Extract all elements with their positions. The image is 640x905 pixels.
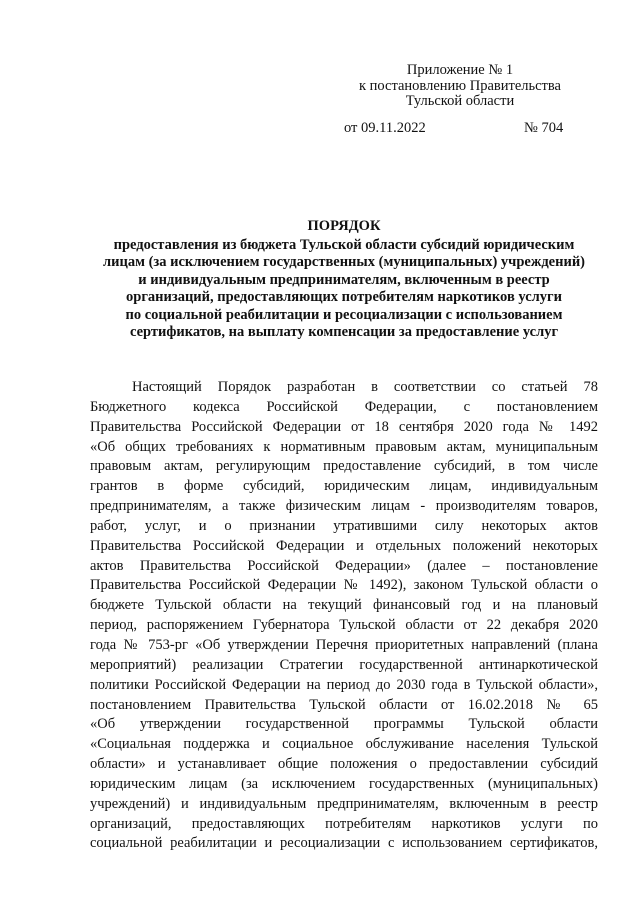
body-line: года № 753-рг «Об утверждении Перечня приоритетных направлений (плана [90,636,598,653]
title-heading: ПОРЯДОК [307,218,381,234]
body-line: учреждений) и индивидуальным предпринимателям, включенным в реестр [90,795,598,812]
title-line: и индивидуальным предпринимателям, включенным в реестр [138,271,550,288]
body-line: предпринимателям, а также физическим лицам - производителям товаров, [90,498,598,515]
appendix-line: Тульской области [405,93,515,109]
body-line: период, распоряжением Губернатора Тульской области от 22 декабря 2020 [90,617,598,634]
body-line: политики Российской Федерации на период до 2030 года в Тульской области», [90,676,598,693]
body-line: грантов в форме субсидий, юридическим лицам, индивидуальным [90,478,598,495]
body-line: бюджете Тульской области на текущий финансовый год и на плановый [90,597,598,614]
document-number: № 704 [524,120,564,136]
body-line: мероприятий) реализации Стратегии государственной антинаркотической [90,656,598,673]
body-line: юридическим лицам (за исключением государственных (муниципальных) [90,775,598,792]
body-line: актов Правительства Российской Федерации» (далее – постановление [90,557,598,574]
body-line: постановлением Правительства Тульской области от 16.02.2018 № 65 [90,696,598,713]
title-line: сертификатов, на выплату компенсации за предоставление услуг [129,324,559,340]
body-line: работ, услуг, и о признании утратившими силу некоторых актов [90,517,598,534]
body-line: правовым актам, регулирующим предоставление субсидий, в том числе [90,458,598,475]
title-line: по социальной реабилитации и ресоциализации с использованием [125,306,563,323]
document-date: от 09.11.2022 [344,120,426,136]
body-paragraph [90,378,598,854]
body-line: «Об утверждении государственной программы Тульской области [90,716,598,733]
body-line: социальной реабилитации и ресоциализации с использованием сертификатов, [90,835,598,852]
appendix-header [330,63,590,110]
document-title [88,218,600,342]
body-line: Правительства Российской Федерации № 1492), законом Тульской области о [90,577,598,594]
title-subtitle [88,237,600,342]
title-line: предоставления из бюджета Тульской области субсидий юридическим [113,236,575,253]
appendix-line: Приложение № 1 [406,62,514,78]
body-line: организаций, предоставляющих потребителям наркотиков услуги по [90,815,598,832]
body-line: Бюджетного кодекса Российской Федерации, с постановлением [90,398,598,415]
body-line: Правительства Российской Федерации и отдельных положений некоторых [90,537,598,554]
body-line: Настоящий Порядок разработан в соответствии со статьей 78 [132,379,598,395]
appendix-line: к постановлению Правительства [359,77,561,94]
body-line: «Об общих требованиях к нормативным правовым актам, муниципальным [90,438,598,455]
body-line: «Социальная поддержка и социальное обслуживание населения Тульской [90,736,598,753]
title-line: организаций, предоставляющих потребителям наркотиков услуги [126,289,562,305]
body-line: области» и устанавливает общие положения о предоставлении субсидий [90,756,598,773]
body-line: Правительства Российской Федерации от 18 сентября 2020 года № 1492 [90,418,598,435]
title-line: лицам (за исключением государственных (муниципальных) учреждений) [102,254,586,270]
